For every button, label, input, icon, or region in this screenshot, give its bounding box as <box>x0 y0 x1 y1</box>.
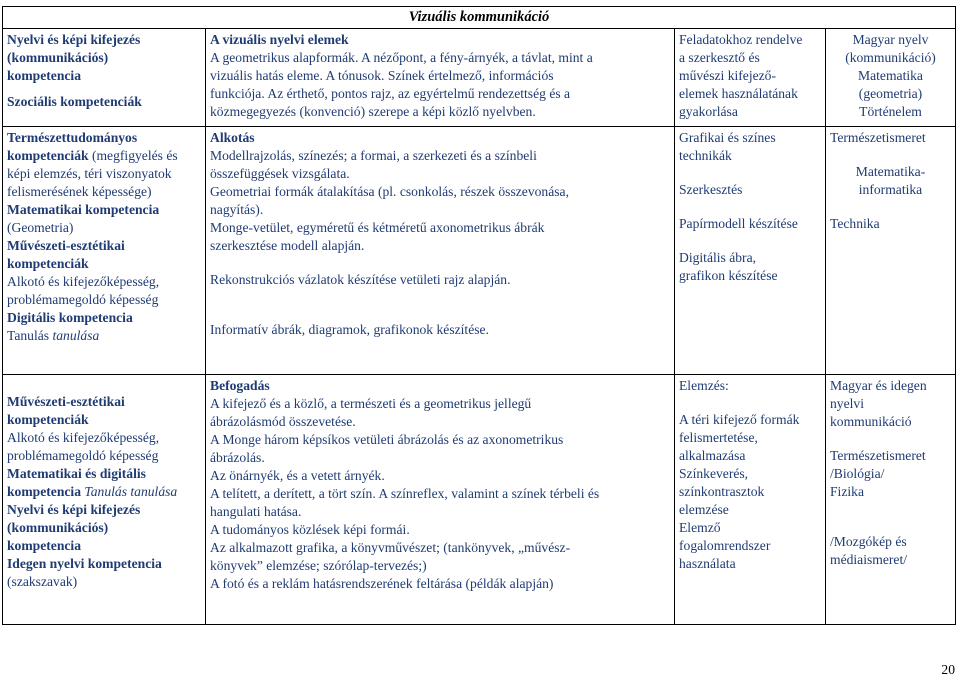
links-cell: Természetismeret Matematika- informatika Technika <box>826 127 956 375</box>
competency-cell: Természettudományos kompetenciák (megfigyelés és képi elemzés, téri viszonyatok felismerésének képessége) Matematikai kompetencia (Geometria) Művészeti-esztétikai kompetenciák Alkotó és kifejezőképesség, problémamegoldó képesség Digitális kompetencia Tanulás tanulása <box>3 127 206 375</box>
task-cell: Elemzés: A téri kifejező formák felismertetése, alkalmazása Színkeverés, színkontrasztok elemzése Elemző fogalomrendszer használata <box>675 375 826 625</box>
table-title: Vizuális kommunikáció <box>3 7 956 29</box>
content-cell: Alkotás Modellrajzolás, színezés; a formai, a szerkezeti és a színbeli összefüggések vizsgálata. Geometriai formák átalakítása (pl. csonkolás, részek összevonása, nagyítás). Monge-vetület, egyméretű és kétméretű axonometrikus ábrák szerkesztése modell alapján. Rekonstrukciós vázlatok készítése vetületi rajz alapján. Informatív ábrák, diagramok, grafikonok készítése. <box>206 127 675 375</box>
task-cell: Feladatokhoz rendelve a szerkesztő és művészi kifejező- elemek használatának gyakorlása <box>675 29 826 127</box>
task-cell: Grafikai és színes technikák Szerkesztés Papírmodell készítése Digitális ábra, grafikon készítése <box>675 127 826 375</box>
header-row <box>3 7 956 29</box>
links-cell: Magyar és idegen nyelvi kommunikáció Természetismeret /Biológia/ Fizika /Mozgókép és médiaismeret/ <box>826 375 956 625</box>
competency-cell <box>3 29 206 127</box>
competency-social: Szociális kompetenciák <box>7 94 142 109</box>
content-cell: A vizuális nyelvi elemek A geometrikus alapformák. A nézőpont, a fény-árnyék, a távlat, mint a vizuális hatás eleme. A tónusok. Színek értelmező, információs funkciója. Az érthető, pontos rajz, az egyértelmű rendezettség és a közmegegyezés (konvenció) szerepe a képi közlő nyelvben. <box>206 29 675 127</box>
links-cell: Magyar nyelv (kommunikáció) Matematika (geometria) Történelem <box>826 29 956 127</box>
competency-communication: Nyelvi és képi kifejezés (kommunikációs) kompetencia <box>7 32 141 83</box>
curriculum-table <box>2 6 956 625</box>
competency-cell: Művészeti-esztétikai kompetenciák Alkotó és kifejezőképesség, problémamegoldó képesség Matematikai és digitális kompetencia Tanulás tanulása Nyelvi és képi kifejezés (kommunikációs) kompetencia Idegen nyelvi kompetencia (szakszavak) <box>3 375 206 625</box>
table-row <box>3 127 956 375</box>
table-row <box>3 375 956 625</box>
content-heading: A vizuális nyelvi elemek <box>210 32 349 47</box>
content-heading: Alkotás <box>210 130 255 145</box>
page-number: 20 <box>941 662 955 677</box>
table-row <box>3 29 956 127</box>
content-cell: Befogadás A kifejező és a közlő, a természeti és a geometrikus jellegű ábrázolásmód összevetése. A Monge három képsíkos vetületi ábrázolás és az axonometrikus ábrázolás. Az önárnyék, és a vetett árnyék. A telített, a derített, a tört szín. A színreflex, valamint a színek térbeli és hangulati hatása. A tudományos közlések képi formái. Az alkalmazott grafika, a könyvművészet; (tankönyvek, „művész- könyvek” elemzése; szórólap-tervezés;) A fotó és a reklám hatásrendszerének feltárása (példák alapján) <box>206 375 675 625</box>
content-heading: Befogadás <box>210 378 270 393</box>
